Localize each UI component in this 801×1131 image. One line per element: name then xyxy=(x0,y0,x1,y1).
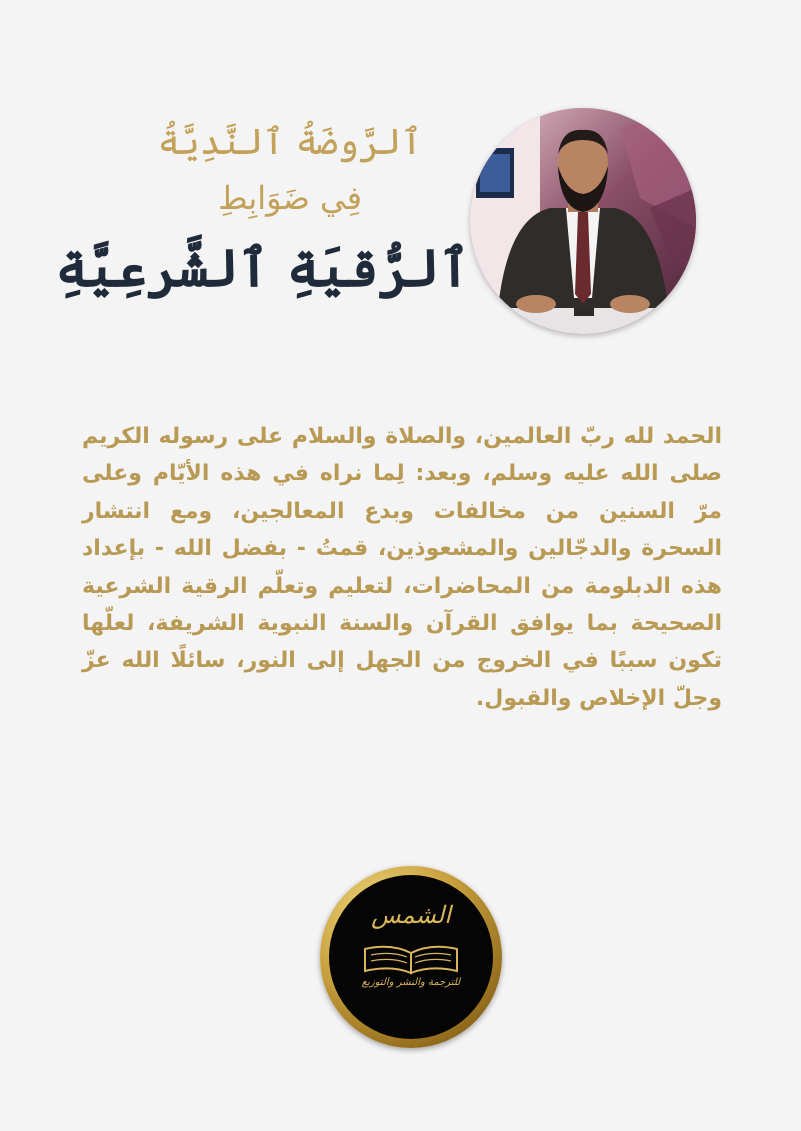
publisher-name: الشمس xyxy=(371,901,451,929)
publisher-logo-inner xyxy=(329,875,493,1039)
publisher-logo xyxy=(320,866,502,1048)
author-portrait xyxy=(470,108,696,334)
publisher-tagline: للترجمة والنشر والتوزيع xyxy=(361,977,461,988)
intro-paragraph: الحمد لله ربّ العالمين، والصلاة والسلام على رسوله الكريم صلى الله عليه وسلم، وبعد: لِما نراه في هذه الأيّام وعلى مرّ السنين من مخالفات وبدع المعالجين، ومع انتشار السحرة والدجّالين والمشعوذين، قمتُ - بفضل الله - بإعداد هذه الدبلومة من المحاضرات، لتعليم وتعلّم الرقية الشرعية الصحيحة بما يوافق القرآن والسنة النبوية الشريفة، لعلّها تكون سببًا في الخروج من الجهل إلى النور، سائلًا الله عزّ وجلّ الإخلاص والقبول. xyxy=(82,424,722,711)
title-line-3: ٱلرُّقيَةِ ٱلشَّرعِيَّةِ xyxy=(55,238,470,299)
title-line-2: فِي ضَوَابِطِ xyxy=(217,179,362,217)
title-line-1: ٱلرَّوضَةُ ٱلنَّدِيَّةُ xyxy=(157,122,423,163)
author-portrait-illustration xyxy=(470,108,696,334)
book-title xyxy=(55,110,470,350)
open-book-icon xyxy=(361,943,461,977)
